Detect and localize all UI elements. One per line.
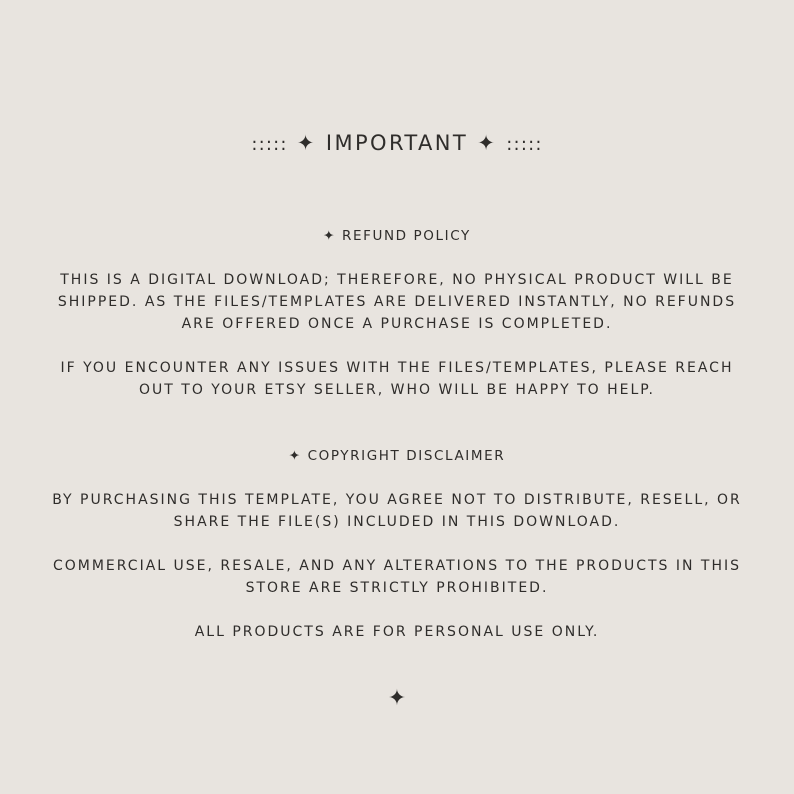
refund-policy-heading — [0, 227, 794, 245]
sparkle-icon: ✦ — [387, 686, 407, 711]
sparkle-icon: ✦ — [323, 228, 337, 244]
sparkle-icon: ✦ — [477, 131, 498, 155]
refund-heading-text: REFUND POLICY — [341, 228, 471, 244]
refund-para1-line2: SHIPPED. AS THE FILES/TEMPLATES ARE DELIVERED INSTANTLY, NO REFUNDS — [57, 294, 737, 310]
sparkle-icon: ✦ — [296, 131, 317, 155]
copyright-para1-line1: BY PURCHASING THIS TEMPLATE, YOU AGREE NOT TO DISTRIBUTE, RESELL, OR — [52, 492, 742, 508]
refund-para1-line1: THIS IS A DIGITAL DOWNLOAD; THEREFORE, NO PHYSICAL PRODUCT WILL BE — [60, 272, 734, 288]
sparkle-icon: ✦ — [288, 448, 302, 464]
refund-para2-line1: IF YOU ENCOUNTER ANY ISSUES WITH THE FILES/TEMPLATES, PLEASE REACH — [60, 360, 734, 376]
copyright-disclaimer-heading — [0, 447, 794, 465]
title-dots-right: ::::: — [506, 134, 543, 155]
refund-para2-line2: OUT TO YOUR ETSY SELLER, WHO WILL BE HAPPY TO HELP. — [139, 382, 655, 398]
copyright-para2-line1: COMMERCIAL USE, RESALE, AND ANY ALTERATIONS TO THE PRODUCTS IN THIS — [52, 558, 742, 574]
copyright-para1-line2: SHARE THE FILE(S) INCLUDED IN THIS DOWNLOAD. — [173, 514, 621, 530]
title-text: IMPORTANT — [325, 131, 469, 155]
title-dots-left: ::::: — [251, 134, 288, 155]
page-title — [0, 129, 794, 159]
copyright-heading-text: COPYRIGHT DISCLAIMER — [307, 448, 506, 464]
copyright-para3-line1: ALL PRODUCTS ARE FOR PERSONAL USE ONLY. — [194, 624, 600, 640]
copyright-para2-line2: STORE ARE STRICTLY PROHIBITED. — [245, 580, 549, 596]
refund-para1-line3: ARE OFFERED ONCE A PURCHASE IS COMPLETED. — [181, 316, 613, 332]
